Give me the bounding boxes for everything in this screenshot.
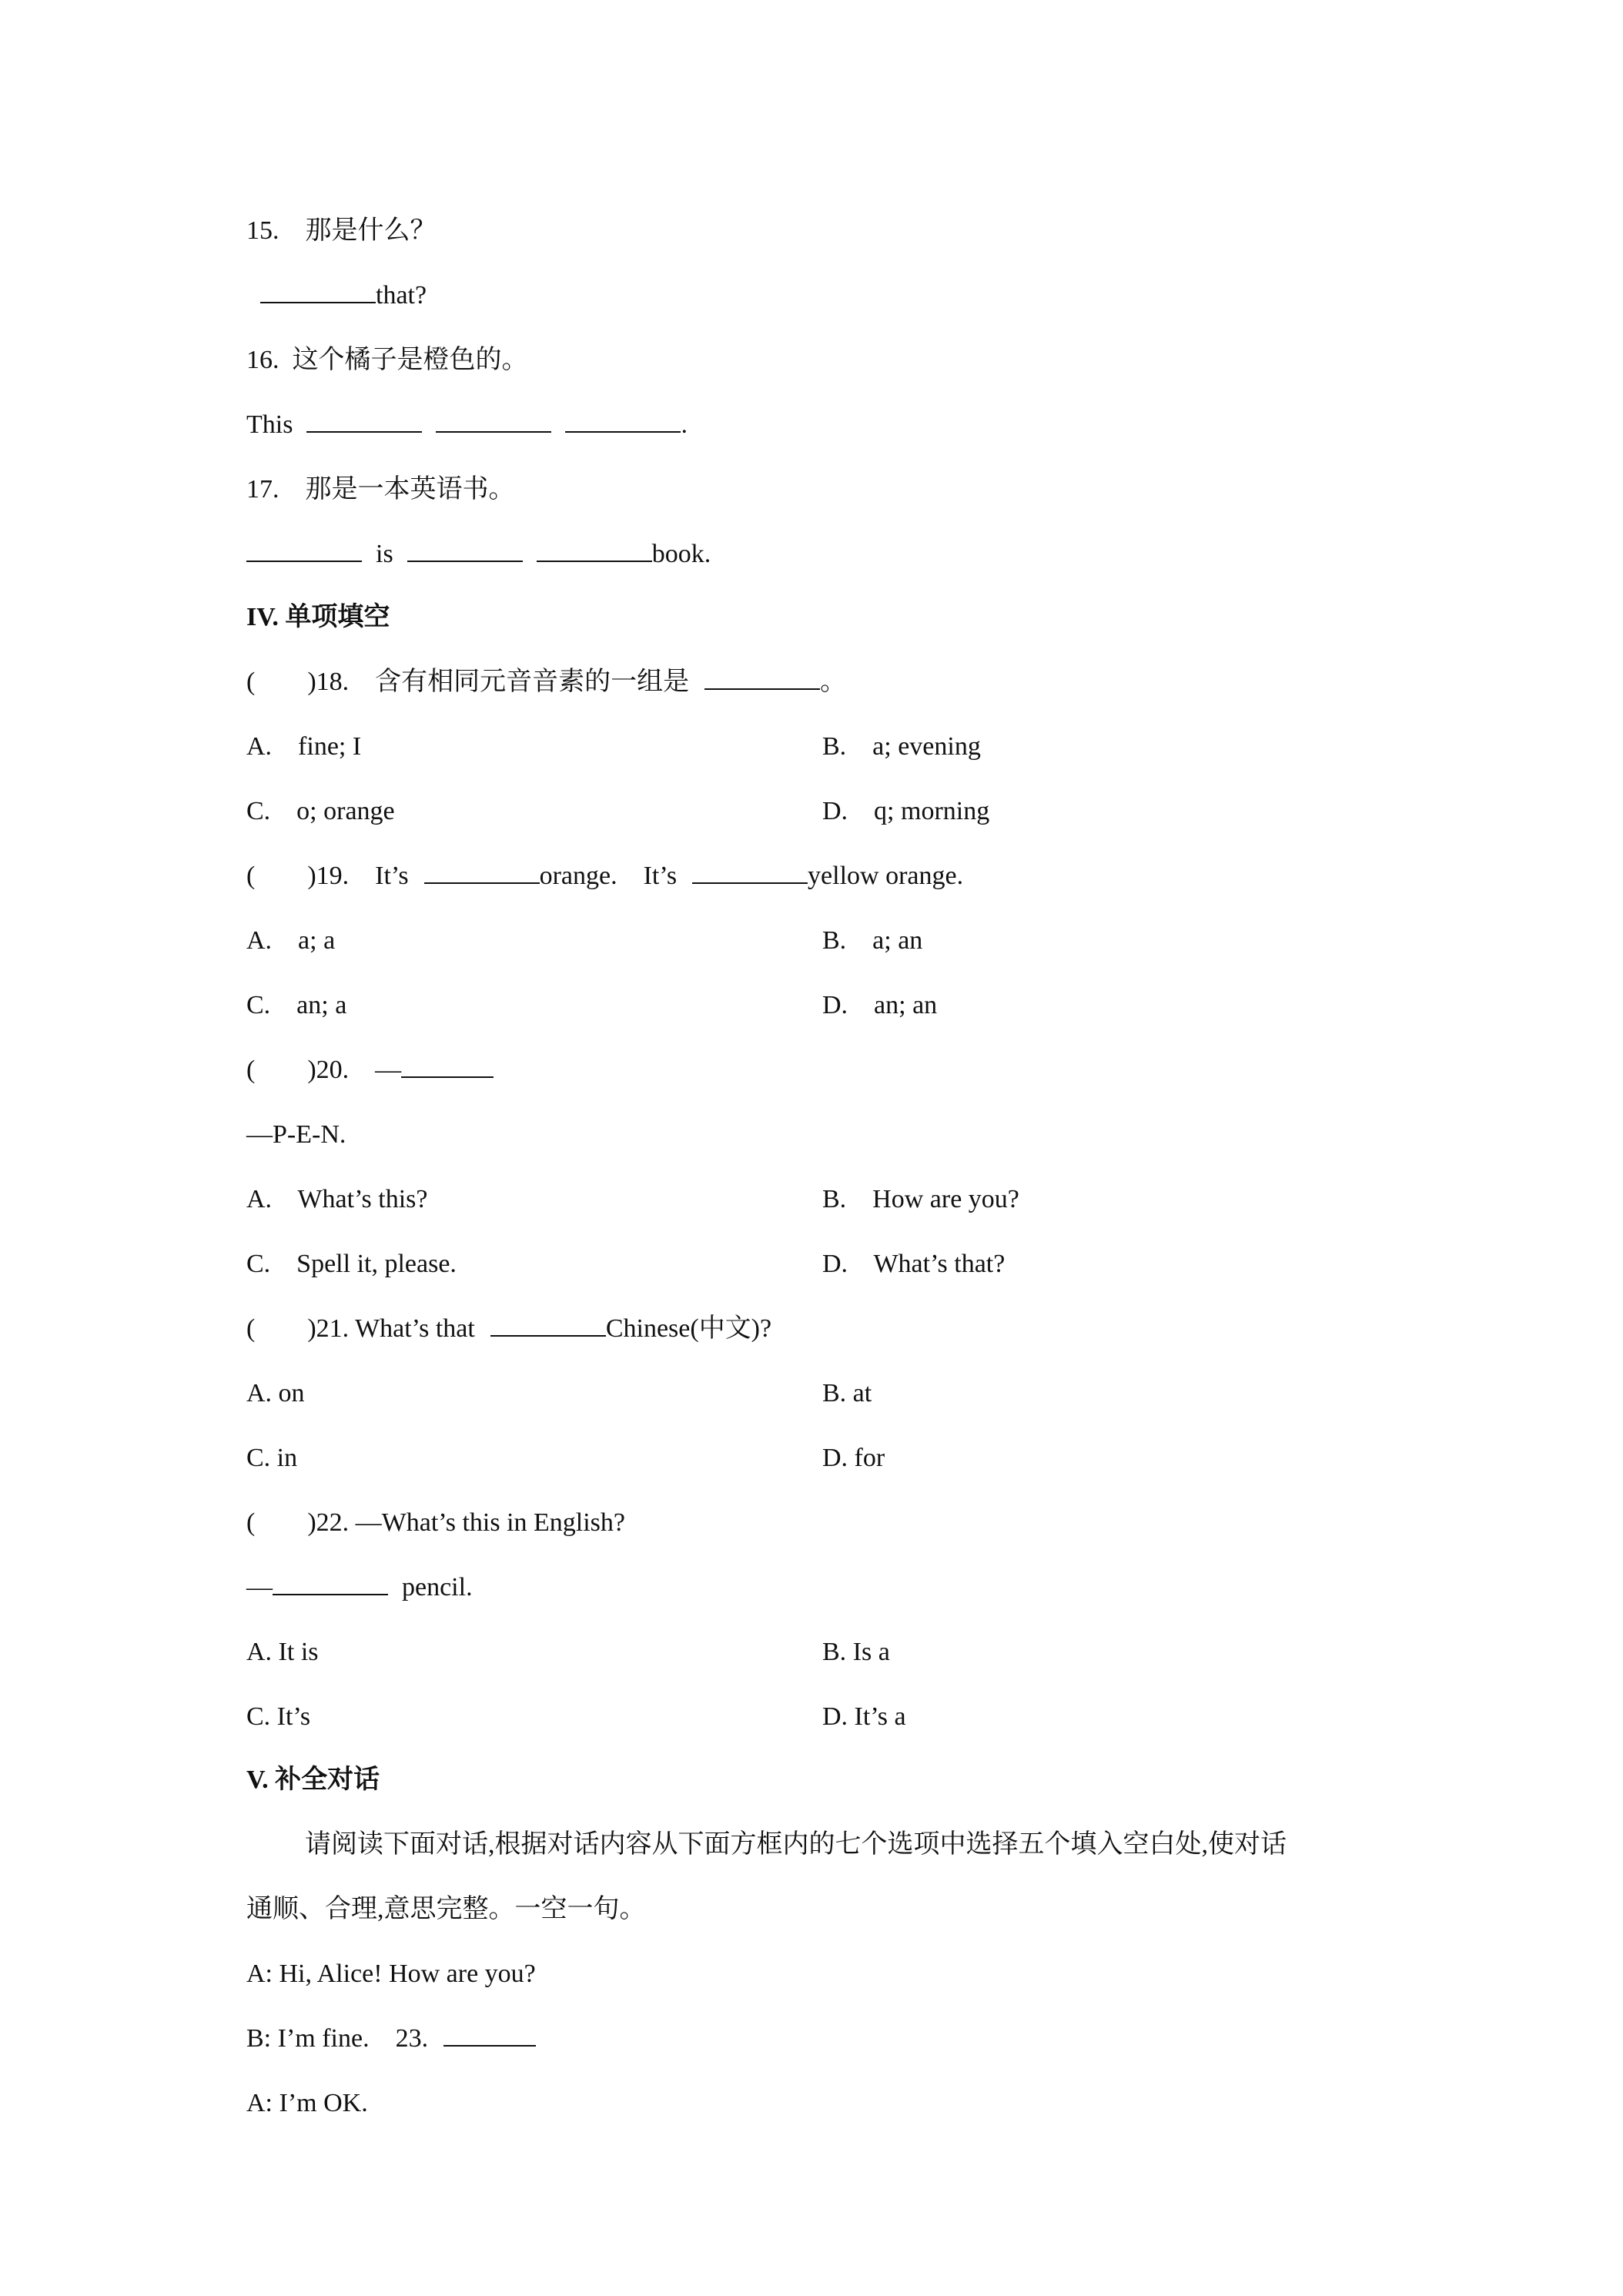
question-22-stem: ( )22. —What’s this in English? bbox=[246, 1508, 626, 1537]
answer-blank[interactable] bbox=[565, 410, 681, 433]
reply-prefix: — bbox=[246, 1573, 273, 1602]
answer-blank[interactable] bbox=[407, 539, 523, 562]
section-5-instruction-line-2: 通顺、合理,意思完整。一空一句。 bbox=[246, 1895, 646, 1923]
question-22-reply bbox=[246, 1572, 473, 1603]
question-20-reply: —P-E-N. bbox=[246, 1120, 346, 1149]
q20-option-b[interactable]: B. How are you? bbox=[822, 1185, 1019, 1213]
stem-end: 。 bbox=[820, 668, 847, 696]
answer-blank[interactable] bbox=[401, 1055, 494, 1078]
q20-option-d[interactable]: D. What’s that? bbox=[822, 1250, 1006, 1278]
q22-option-b[interactable]: B. Is a bbox=[822, 1638, 890, 1666]
q18-option-c[interactable]: C. o; orange bbox=[246, 797, 395, 825]
dialogue-line-1: A: Hi, Alice! How are you? bbox=[246, 1960, 536, 1988]
answer-blank[interactable] bbox=[436, 410, 551, 433]
q21-option-b[interactable]: B. at bbox=[822, 1379, 872, 1407]
dialogue-line-3: A: I’m OK. bbox=[246, 2089, 368, 2117]
answer-blank[interactable] bbox=[246, 539, 362, 562]
dialogue-text: B: I’m fine. 23. bbox=[246, 2024, 429, 2053]
q19-option-c[interactable]: C. an; a bbox=[246, 991, 347, 1019]
q18-option-a[interactable]: A. fine; I bbox=[246, 732, 362, 761]
question-18-stem bbox=[246, 667, 846, 698]
question-17-prompt: 17. 那是一本英语书。 bbox=[246, 475, 515, 504]
stem-text: orange. It’s bbox=[539, 862, 678, 890]
q19-option-d[interactable]: D. an; an bbox=[822, 991, 938, 1019]
answer-suffix: book. bbox=[651, 540, 711, 568]
q21-option-a[interactable]: A. on bbox=[246, 1379, 305, 1407]
question-15-prompt: 15. 那是什么？ bbox=[246, 216, 437, 245]
answer-blank[interactable] bbox=[537, 539, 652, 562]
question-20-stem bbox=[246, 1055, 494, 1086]
answer-blank[interactable] bbox=[490, 1314, 606, 1337]
answer-suffix: that? bbox=[376, 281, 427, 310]
q21-option-c[interactable]: C. in bbox=[246, 1444, 298, 1472]
answer-blank-23[interactable] bbox=[443, 2023, 536, 2047]
section-5-instruction-line-1: 请阅读下面对话,根据对话内容从下面方框内的七个选项中选择五个填入空白处,使对话 bbox=[305, 1830, 1287, 1859]
answer-suffix: . bbox=[681, 410, 688, 439]
q19-option-a[interactable]: A. a; a bbox=[246, 926, 336, 955]
question-16-prompt: 16. 这个橘子是橙色的。 bbox=[246, 346, 528, 374]
question-19-stem bbox=[246, 861, 963, 892]
stem-text: ( )21. What’s that bbox=[246, 1314, 475, 1343]
question-21-stem bbox=[246, 1314, 771, 1344]
answer-blank[interactable] bbox=[306, 410, 422, 433]
section-5-title: V. 补全对话 bbox=[246, 1766, 380, 1794]
stem-text: Chinese(中文)? bbox=[605, 1314, 772, 1343]
stem-text: ( )18. 含有相同元音音素的一组是 bbox=[246, 668, 690, 696]
stem-text: yellow orange. bbox=[808, 862, 964, 890]
q18-option-b[interactable]: B. a; evening bbox=[822, 732, 981, 761]
answer-blank[interactable] bbox=[273, 1572, 388, 1595]
answer-mid: is bbox=[376, 540, 393, 568]
q21-option-d[interactable]: D. for bbox=[822, 1444, 885, 1472]
answer-blank[interactable] bbox=[692, 861, 808, 884]
dialogue-line-2 bbox=[246, 2023, 536, 2054]
reply-suffix: pencil. bbox=[402, 1573, 473, 1602]
q22-option-d[interactable]: D. It’s a bbox=[822, 1702, 906, 1731]
q22-option-c[interactable]: C. It’s bbox=[246, 1702, 311, 1731]
q20-option-a[interactable]: A. What’s this? bbox=[246, 1185, 428, 1213]
question-16-answer-line bbox=[246, 410, 688, 440]
section-4-title: IV. 单项填空 bbox=[246, 603, 390, 631]
q18-option-d[interactable]: D. q; morning bbox=[822, 797, 990, 825]
question-17-answer-line bbox=[246, 539, 711, 570]
q19-option-b[interactable]: B. a; an bbox=[822, 926, 923, 955]
stem-text: ( )19. It’s bbox=[246, 862, 409, 890]
answer-blank[interactable] bbox=[704, 667, 820, 690]
answer-blank[interactable] bbox=[260, 280, 376, 303]
answer-blank[interactable] bbox=[424, 861, 540, 884]
question-15-answer-line bbox=[260, 280, 427, 311]
q22-option-a[interactable]: A. It is bbox=[246, 1638, 319, 1666]
answer-prefix: This bbox=[246, 410, 293, 439]
q20-option-c[interactable]: C. Spell it, please. bbox=[246, 1250, 457, 1278]
stem-text: ( )20. — bbox=[246, 1056, 402, 1084]
